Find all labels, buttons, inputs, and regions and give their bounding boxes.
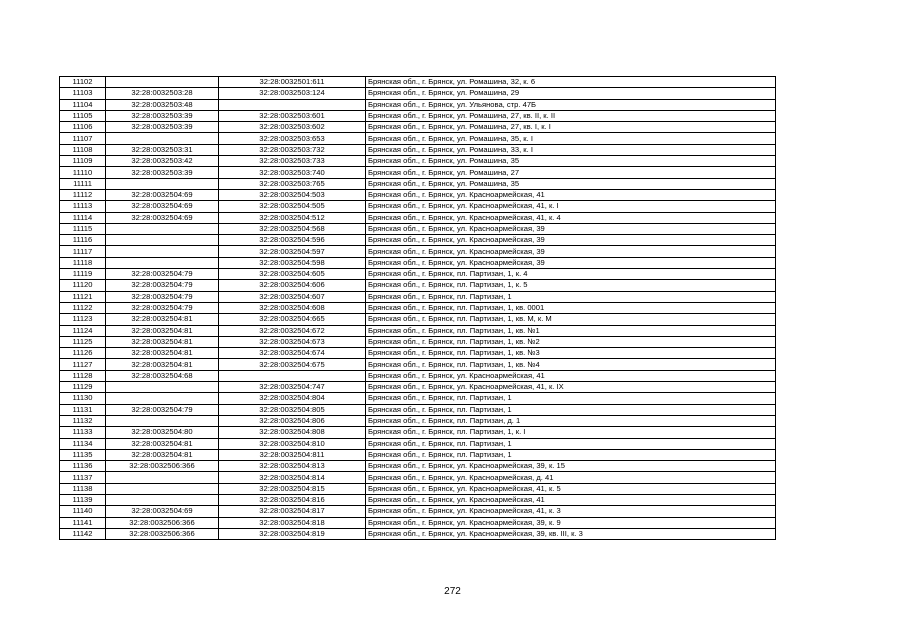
land-cadastral-cell: 32:28:0032504:80 bbox=[106, 427, 219, 438]
object-cadastral-cell bbox=[219, 99, 366, 110]
page-number: 272 bbox=[444, 586, 461, 597]
object-cadastral-cell: 32:28:0032504:605 bbox=[219, 269, 366, 280]
land-cadastral-cell bbox=[106, 415, 219, 426]
table-row bbox=[60, 178, 776, 189]
table-row bbox=[60, 427, 776, 438]
land-cadastral-cell bbox=[106, 393, 219, 404]
address-cell: Брянская обл., г. Брянск, ул. Красноармейская, 41, к. 5 bbox=[366, 483, 776, 494]
table-row bbox=[60, 235, 776, 246]
land-cadastral-cell: 32:28:0032504:79 bbox=[106, 280, 219, 291]
address-cell: Брянская обл., г. Брянск, ул. Красноармейская, 39, кв. III, к. 3 bbox=[366, 528, 776, 539]
object-cadastral-cell: 32:28:0032504:568 bbox=[219, 223, 366, 234]
address-cell: Брянская обл., г. Брянск, ул. Красноармейская, 41 bbox=[366, 189, 776, 200]
land-cadastral-cell bbox=[106, 472, 219, 483]
table-row bbox=[60, 189, 776, 200]
address-cell: Брянская обл., г. Брянск, пл. Партизан, 1, кв. №3 bbox=[366, 348, 776, 359]
object-cadastral-cell: 32:28:0032504:675 bbox=[219, 359, 366, 370]
row-number-cell: 11126 bbox=[60, 348, 106, 359]
land-cadastral-cell: 32:28:0032503:39 bbox=[106, 110, 219, 121]
table-row bbox=[60, 110, 776, 121]
address-cell: Брянская обл., г. Брянск, ул. Ромашина, 35 bbox=[366, 156, 776, 167]
land-cadastral-cell: 32:28:0032504:81 bbox=[106, 438, 219, 449]
table-row bbox=[60, 393, 776, 404]
row-number-cell: 11109 bbox=[60, 156, 106, 167]
land-cadastral-cell: 32:28:0032504:68 bbox=[106, 370, 219, 381]
object-cadastral-cell: 32:28:0032503:733 bbox=[219, 156, 366, 167]
row-number-cell: 11121 bbox=[60, 291, 106, 302]
table-row bbox=[60, 359, 776, 370]
address-cell: Брянская обл., г. Брянск, пл. Партизан, 1 bbox=[366, 404, 776, 415]
object-cadastral-cell: 32:28:0032501:611 bbox=[219, 77, 366, 88]
object-cadastral-cell: 32:28:0032503:740 bbox=[219, 167, 366, 178]
land-cadastral-cell bbox=[106, 133, 219, 144]
object-cadastral-cell: 32:28:0032504:804 bbox=[219, 393, 366, 404]
land-cadastral-cell bbox=[106, 178, 219, 189]
land-cadastral-cell bbox=[106, 382, 219, 393]
address-cell: Брянская обл., г. Брянск, ул. Красноармейская, 39 bbox=[366, 223, 776, 234]
address-cell: Брянская обл., г. Брянск, ул. Красноармейская, 41, к. IX bbox=[366, 382, 776, 393]
address-cell: Брянская обл., г. Брянск, ул. Ромашина, 35 bbox=[366, 178, 776, 189]
table-row bbox=[60, 415, 776, 426]
address-cell: Брянская обл., г. Брянск, ул. Красноармейская, 39 bbox=[366, 246, 776, 257]
land-cadastral-cell bbox=[106, 223, 219, 234]
table-row bbox=[60, 302, 776, 313]
land-cadastral-cell: 32:28:0032504:81 bbox=[106, 336, 219, 347]
row-number-cell: 11124 bbox=[60, 325, 106, 336]
table-row bbox=[60, 133, 776, 144]
registry-table-container bbox=[59, 76, 775, 540]
object-cadastral-cell: 32:28:0032504:674 bbox=[219, 348, 366, 359]
object-cadastral-cell: 32:28:0032504:747 bbox=[219, 382, 366, 393]
table-row bbox=[60, 212, 776, 223]
object-cadastral-cell: 32:28:0032503:601 bbox=[219, 110, 366, 121]
address-cell: Брянская обл., г. Брянск, ул. Красноармейская, 39 bbox=[366, 257, 776, 268]
address-cell: Брянская обл., г. Брянск, пл. Партизан, 1 bbox=[366, 438, 776, 449]
table-row bbox=[60, 99, 776, 110]
row-number-cell: 11141 bbox=[60, 517, 106, 528]
object-cadastral-cell bbox=[219, 370, 366, 381]
table-row bbox=[60, 314, 776, 325]
address-cell: Брянская обл., г. Брянск, пл. Партизан, 1, к. I bbox=[366, 427, 776, 438]
address-cell: Брянская обл., г. Брянск, пл. Партизан, д. 1 bbox=[366, 415, 776, 426]
object-cadastral-cell: 32:28:0032504:597 bbox=[219, 246, 366, 257]
table-row bbox=[60, 246, 776, 257]
object-cadastral-cell: 32:28:0032504:818 bbox=[219, 517, 366, 528]
table-row bbox=[60, 291, 776, 302]
registry-table bbox=[59, 76, 776, 540]
row-number-cell: 11105 bbox=[60, 110, 106, 121]
row-number-cell: 11120 bbox=[60, 280, 106, 291]
object-cadastral-cell: 32:28:0032504:805 bbox=[219, 404, 366, 415]
object-cadastral-cell: 32:28:0032504:608 bbox=[219, 302, 366, 313]
land-cadastral-cell: 32:28:0032504:69 bbox=[106, 201, 219, 212]
object-cadastral-cell: 32:28:0032504:814 bbox=[219, 472, 366, 483]
row-number-cell: 11104 bbox=[60, 99, 106, 110]
land-cadastral-cell: 32:28:0032504:69 bbox=[106, 212, 219, 223]
object-cadastral-cell: 32:28:0032504:512 bbox=[219, 212, 366, 223]
row-number-cell: 11125 bbox=[60, 336, 106, 347]
row-number-cell: 11134 bbox=[60, 438, 106, 449]
row-number-cell: 11118 bbox=[60, 257, 106, 268]
table-row bbox=[60, 461, 776, 472]
table-row bbox=[60, 404, 776, 415]
object-cadastral-cell: 32:28:0032503:765 bbox=[219, 178, 366, 189]
land-cadastral-cell: 32:28:0032503:48 bbox=[106, 99, 219, 110]
table-row bbox=[60, 370, 776, 381]
land-cadastral-cell: 32:28:0032504:81 bbox=[106, 314, 219, 325]
table-row bbox=[60, 167, 776, 178]
row-number-cell: 11117 bbox=[60, 246, 106, 257]
row-number-cell: 11116 bbox=[60, 235, 106, 246]
table-row bbox=[60, 382, 776, 393]
row-number-cell: 11139 bbox=[60, 494, 106, 505]
address-cell: Брянская обл., г. Брянск, пл. Партизан, 1, к. 5 bbox=[366, 280, 776, 291]
object-cadastral-cell: 32:28:0032504:806 bbox=[219, 415, 366, 426]
row-number-cell: 11112 bbox=[60, 189, 106, 200]
land-cadastral-cell bbox=[106, 246, 219, 257]
address-cell: Брянская обл., г. Брянск, пл. Партизан, 1 bbox=[366, 393, 776, 404]
address-cell: Брянская обл., г. Брянск, ул. Красноармейская, 41, к. I bbox=[366, 201, 776, 212]
registry-table-body bbox=[60, 77, 776, 540]
land-cadastral-cell: 32:28:0032504:81 bbox=[106, 449, 219, 460]
table-row bbox=[60, 438, 776, 449]
row-number-cell: 11132 bbox=[60, 415, 106, 426]
row-number-cell: 11129 bbox=[60, 382, 106, 393]
table-row bbox=[60, 223, 776, 234]
row-number-cell: 11130 bbox=[60, 393, 106, 404]
address-cell: Брянская обл., г. Брянск, пл. Партизан, 1, кв. М, к. М bbox=[366, 314, 776, 325]
object-cadastral-cell: 32:28:0032504:815 bbox=[219, 483, 366, 494]
land-cadastral-cell: 32:28:0032504:79 bbox=[106, 404, 219, 415]
table-row bbox=[60, 280, 776, 291]
address-cell: Брянская обл., г. Брянск, ул. Ромашина, 27, кв. I, к. I bbox=[366, 122, 776, 133]
address-cell: Брянская обл., г. Брянск, ул. Ульянова, стр. 47Б bbox=[366, 99, 776, 110]
land-cadastral-cell: 32:28:0032504:79 bbox=[106, 269, 219, 280]
land-cadastral-cell: 32:28:0032504:81 bbox=[106, 348, 219, 359]
land-cadastral-cell bbox=[106, 235, 219, 246]
row-number-cell: 11127 bbox=[60, 359, 106, 370]
land-cadastral-cell: 32:28:0032506:366 bbox=[106, 517, 219, 528]
row-number-cell: 11107 bbox=[60, 133, 106, 144]
address-cell: Брянская обл., г. Брянск, ул. Красноармейская, 41, к. 3 bbox=[366, 506, 776, 517]
land-cadastral-cell: 32:28:0032504:79 bbox=[106, 291, 219, 302]
object-cadastral-cell: 32:28:0032504:819 bbox=[219, 528, 366, 539]
land-cadastral-cell: 32:28:0032504:69 bbox=[106, 189, 219, 200]
table-row bbox=[60, 325, 776, 336]
row-number-cell: 11119 bbox=[60, 269, 106, 280]
table-row bbox=[60, 122, 776, 133]
address-cell: Брянская обл., г. Брянск, ул. Красноармейская, д. 41 bbox=[366, 472, 776, 483]
object-cadastral-cell: 32:28:0032504:672 bbox=[219, 325, 366, 336]
address-cell: Брянская обл., г. Брянск, пл. Партизан, 1, кв. №2 bbox=[366, 336, 776, 347]
object-cadastral-cell: 32:28:0032504:505 bbox=[219, 201, 366, 212]
table-row bbox=[60, 517, 776, 528]
address-cell: Брянская обл., г. Брянск, пл. Партизан, 1, к. 4 bbox=[366, 269, 776, 280]
address-cell: Брянская обл., г. Брянск, ул. Красноармейская, 41 bbox=[366, 494, 776, 505]
address-cell: Брянская обл., г. Брянск, ул. Ромашина, 33, к. I bbox=[366, 144, 776, 155]
land-cadastral-cell bbox=[106, 483, 219, 494]
object-cadastral-cell: 32:28:0032504:606 bbox=[219, 280, 366, 291]
row-number-cell: 11140 bbox=[60, 506, 106, 517]
table-row bbox=[60, 336, 776, 347]
object-cadastral-cell: 32:28:0032504:673 bbox=[219, 336, 366, 347]
row-number-cell: 11111 bbox=[60, 178, 106, 189]
address-cell: Брянская обл., г. Брянск, ул. Ромашина, 27 bbox=[366, 167, 776, 178]
land-cadastral-cell bbox=[106, 494, 219, 505]
address-cell: Брянская обл., г. Брянск, ул. Красноармейская, 39, к. 9 bbox=[366, 517, 776, 528]
table-row bbox=[60, 257, 776, 268]
table-row bbox=[60, 201, 776, 212]
table-row bbox=[60, 483, 776, 494]
row-number-cell: 11110 bbox=[60, 167, 106, 178]
row-number-cell: 11123 bbox=[60, 314, 106, 325]
row-number-cell: 11103 bbox=[60, 88, 106, 99]
row-number-cell: 11133 bbox=[60, 427, 106, 438]
row-number-cell: 11102 bbox=[60, 77, 106, 88]
object-cadastral-cell: 32:28:0032504:816 bbox=[219, 494, 366, 505]
table-row bbox=[60, 144, 776, 155]
table-row bbox=[60, 494, 776, 505]
address-cell: Брянская обл., г. Брянск, ул. Красноармейская, 39, к. 15 bbox=[366, 461, 776, 472]
address-cell: Брянская обл., г. Брянск, ул. Ромашина, 27, кв. II, к. II bbox=[366, 110, 776, 121]
object-cadastral-cell: 32:28:0032504:596 bbox=[219, 235, 366, 246]
object-cadastral-cell: 32:28:0032503:732 bbox=[219, 144, 366, 155]
row-number-cell: 11135 bbox=[60, 449, 106, 460]
object-cadastral-cell: 32:28:0032504:811 bbox=[219, 449, 366, 460]
table-row bbox=[60, 269, 776, 280]
land-cadastral-cell: 32:28:0032506:366 bbox=[106, 528, 219, 539]
row-number-cell: 11108 bbox=[60, 144, 106, 155]
land-cadastral-cell: 32:28:0032503:39 bbox=[106, 167, 219, 178]
row-number-cell: 11137 bbox=[60, 472, 106, 483]
table-row bbox=[60, 472, 776, 483]
object-cadastral-cell: 32:28:0032503:602 bbox=[219, 122, 366, 133]
address-cell: Брянская обл., г. Брянск, ул. Ромашина, 35, к. I bbox=[366, 133, 776, 144]
object-cadastral-cell: 32:28:0032503:124 bbox=[219, 88, 366, 99]
object-cadastral-cell: 32:28:0032504:503 bbox=[219, 189, 366, 200]
row-number-cell: 11114 bbox=[60, 212, 106, 223]
address-cell: Брянская обл., г. Брянск, пл. Партизан, 1, кв. 0001 bbox=[366, 302, 776, 313]
table-row bbox=[60, 77, 776, 88]
row-number-cell: 11136 bbox=[60, 461, 106, 472]
land-cadastral-cell: 32:28:0032503:31 bbox=[106, 144, 219, 155]
row-number-cell: 11122 bbox=[60, 302, 106, 313]
table-row bbox=[60, 88, 776, 99]
address-cell: Брянская обл., г. Брянск, пл. Партизан, 1, кв. №4 bbox=[366, 359, 776, 370]
object-cadastral-cell: 32:28:0032504:813 bbox=[219, 461, 366, 472]
object-cadastral-cell: 32:28:0032503:653 bbox=[219, 133, 366, 144]
address-cell: Брянская обл., г. Брянск, ул. Красноармейская, 41 bbox=[366, 370, 776, 381]
row-number-cell: 11138 bbox=[60, 483, 106, 494]
table-row bbox=[60, 348, 776, 359]
land-cadastral-cell: 32:28:0032503:42 bbox=[106, 156, 219, 167]
row-number-cell: 11128 bbox=[60, 370, 106, 381]
row-number-cell: 11113 bbox=[60, 201, 106, 212]
address-cell: Брянская обл., г. Брянск, ул. Красноармейская, 41, к. 4 bbox=[366, 212, 776, 223]
land-cadastral-cell: 32:28:0032504:81 bbox=[106, 359, 219, 370]
object-cadastral-cell: 32:28:0032504:808 bbox=[219, 427, 366, 438]
table-row bbox=[60, 506, 776, 517]
object-cadastral-cell: 32:28:0032504:817 bbox=[219, 506, 366, 517]
row-number-cell: 11115 bbox=[60, 223, 106, 234]
address-cell: Брянская обл., г. Брянск, ул. Ромашина, 29 bbox=[366, 88, 776, 99]
object-cadastral-cell: 32:28:0032504:598 bbox=[219, 257, 366, 268]
table-row bbox=[60, 528, 776, 539]
address-cell: Брянская обл., г. Брянск, пл. Партизан, 1 bbox=[366, 449, 776, 460]
land-cadastral-cell bbox=[106, 257, 219, 268]
land-cadastral-cell: 32:28:0032503:28 bbox=[106, 88, 219, 99]
address-cell: Брянская обл., г. Брянск, пл. Партизан, 1 bbox=[366, 291, 776, 302]
object-cadastral-cell: 32:28:0032504:665 bbox=[219, 314, 366, 325]
object-cadastral-cell: 32:28:0032504:607 bbox=[219, 291, 366, 302]
land-cadastral-cell: 32:28:0032503:39 bbox=[106, 122, 219, 133]
table-row bbox=[60, 156, 776, 167]
address-cell: Брянская обл., г. Брянск, пл. Партизан, 1, кв. №1 bbox=[366, 325, 776, 336]
row-number-cell: 11131 bbox=[60, 404, 106, 415]
land-cadastral-cell: 32:28:0032504:79 bbox=[106, 302, 219, 313]
table-row bbox=[60, 449, 776, 460]
address-cell: Брянская обл., г. Брянск, ул. Красноармейская, 39 bbox=[366, 235, 776, 246]
land-cadastral-cell: 32:28:0032506:366 bbox=[106, 461, 219, 472]
land-cadastral-cell bbox=[106, 77, 219, 88]
land-cadastral-cell: 32:28:0032504:81 bbox=[106, 325, 219, 336]
row-number-cell: 11106 bbox=[60, 122, 106, 133]
land-cadastral-cell: 32:28:0032504:69 bbox=[106, 506, 219, 517]
address-cell: Брянская обл., г. Брянск, ул. Ромашина, 32, к. 6 bbox=[366, 77, 776, 88]
object-cadastral-cell: 32:28:0032504:810 bbox=[219, 438, 366, 449]
row-number-cell: 11142 bbox=[60, 528, 106, 539]
